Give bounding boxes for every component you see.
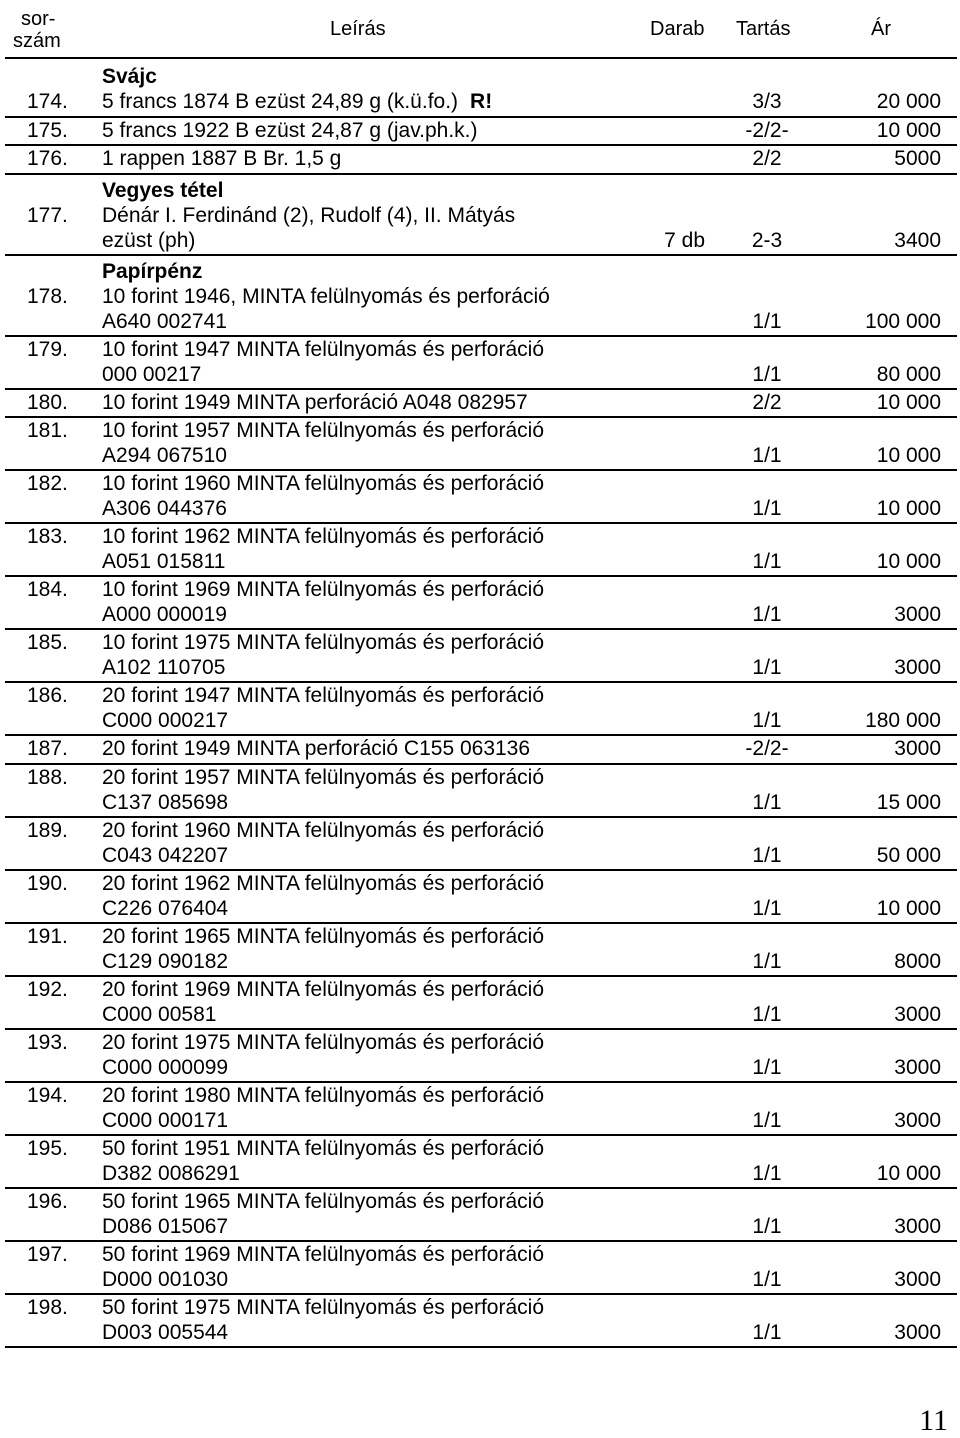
lot-condition: 1/1 (752, 497, 782, 521)
table-row (5, 818, 957, 871)
table-row (5, 1189, 957, 1242)
lot-description: 20 forint 1962 MINTA felülnyomás és perforáció (102, 871, 544, 895)
header-darab: Darab (650, 18, 705, 40)
lot-condition: -2/2- (745, 118, 789, 142)
page-number: 11 (919, 1404, 948, 1437)
table-row (5, 418, 957, 471)
lot-number: 184. (27, 578, 68, 602)
lot-condition: 2/2 (752, 390, 782, 414)
lot-description: C000 000217 (102, 709, 229, 733)
lot-price: 3000 (894, 1267, 941, 1291)
lot-price: 3000 (894, 656, 941, 680)
lot-price: 3000 (894, 737, 941, 761)
lot-condition: 1/1 (752, 949, 782, 973)
section-heading (5, 256, 957, 284)
lot-description: C000 000099 (102, 1055, 229, 1079)
lot-price: 3000 (894, 1002, 941, 1026)
lot-description: A102 110705 (102, 656, 226, 680)
section-heading (5, 61, 957, 89)
table-row (5, 736, 957, 765)
lot-price: 10 000 (876, 390, 941, 414)
lot-condition: 1/1 (752, 1002, 782, 1026)
lot-condition: 1/1 (752, 1108, 782, 1132)
lot-description: 20 forint 1949 MINTA perforáció C155 063136 (102, 737, 531, 761)
lot-condition: 1/1 (752, 790, 782, 814)
lot-quantity: 7 db (664, 228, 705, 252)
lot-description: C043 042207 (102, 843, 229, 867)
lot-description: 10 forint 1969 MINTA felülnyomás és perforáció (102, 578, 544, 602)
lot-condition: 1/1 (752, 309, 782, 333)
lot-number: 197. (27, 1242, 68, 1266)
lot-description: 50 forint 1965 MINTA felülnyomás és perforáció (102, 1189, 544, 1213)
lot-condition: 2/2 (752, 147, 782, 171)
lot-price: 3000 (894, 1108, 941, 1132)
lot-number: 180. (27, 390, 68, 414)
lot-description: 5 francs 1922 B ezüst 24,87 g (jav.ph.k.) (102, 118, 478, 142)
header-leiras: Leírás (330, 18, 386, 40)
lot-number: 192. (27, 977, 68, 1001)
lot-price: 20 000 (876, 90, 941, 113)
lot-price: 3000 (894, 603, 941, 627)
table-row (5, 683, 957, 736)
header-tartas: Tartás (736, 18, 791, 40)
table-row (5, 577, 957, 630)
section-heading-text: Papírpénz (102, 259, 203, 283)
section-heading-text: Vegyes tétel (102, 178, 224, 202)
lot-description: 10 forint 1957 MINTA felülnyomás és perforáció (102, 419, 544, 443)
rarity-mark: R! (470, 90, 493, 113)
lot-number: 179. (27, 337, 68, 361)
lot-description: C000 00581 (102, 1002, 217, 1026)
lot-description: 000 00217 (102, 362, 202, 386)
lot-number: 175. (27, 118, 68, 142)
lot-description: 20 forint 1969 MINTA felülnyomás és perforáció (102, 977, 544, 1001)
lot-price: 5000 (894, 147, 941, 171)
lot-description: 1 rappen 1887 B Br. 1,5 g (102, 147, 342, 171)
lot-number: 193. (27, 1030, 68, 1054)
lot-price: 10 000 (876, 896, 941, 920)
lot-condition: 1/1 (752, 896, 782, 920)
header-sorszam-line2: szám (13, 30, 61, 52)
lot-price: 3000 (894, 1214, 941, 1238)
lot-number: 194. (27, 1083, 68, 1107)
table-row (5, 1295, 957, 1348)
lot-condition: 1/1 (752, 603, 782, 627)
table-row (5, 1136, 957, 1189)
lot-description: C226 076404 (102, 896, 229, 920)
lot-number: 174. (27, 90, 68, 113)
lot-price: 10 000 (876, 444, 941, 468)
lot-price: 8000 (894, 949, 941, 973)
section-heading (5, 175, 957, 203)
lot-description: 20 forint 1957 MINTA felülnyomás és perforáció (102, 765, 544, 789)
lot-description: A640 002741 (102, 309, 227, 333)
lot-price: 10 000 (876, 550, 941, 574)
section-heading-text: Svájc (102, 65, 157, 88)
header-sorszam-line1: sor- (21, 8, 56, 30)
table-row (5, 1242, 957, 1295)
table-row (5, 118, 957, 147)
lot-description: 20 forint 1975 MINTA felülnyomás és perforáció (102, 1030, 544, 1054)
lot-number: 181. (27, 419, 68, 443)
lot-condition: 1/1 (752, 1055, 782, 1079)
table-row (5, 977, 957, 1030)
lot-description: 10 forint 1962 MINTA felülnyomás és perforáció (102, 525, 544, 549)
table-row (5, 203, 957, 256)
lot-number: 186. (27, 684, 68, 708)
lot-number: 196. (27, 1189, 68, 1213)
lot-description: D003 005544 (102, 1320, 229, 1344)
lot-description: 20 forint 1965 MINTA felülnyomás és perforáció (102, 924, 544, 948)
header-ar: Ár (871, 18, 891, 40)
lot-description: 10 forint 1960 MINTA felülnyomás és perforáció (102, 472, 544, 496)
lot-description: D382 0086291 (102, 1161, 240, 1185)
lot-description: 50 forint 1969 MINTA felülnyomás és perforáció (102, 1242, 544, 1266)
lot-number: 187. (27, 737, 68, 761)
table-row (5, 524, 957, 577)
lot-condition: 1/1 (752, 1267, 782, 1291)
lot-number: 183. (27, 525, 68, 549)
lot-number: 189. (27, 818, 68, 842)
lot-condition: 1/1 (752, 709, 782, 733)
lot-price: 3000 (894, 1055, 941, 1079)
lot-condition: 3/3 (752, 90, 782, 113)
lot-price: 3000 (894, 1320, 941, 1344)
table-row (5, 871, 957, 924)
lot-condition: 1/1 (752, 1161, 782, 1185)
lot-description: C129 090182 (102, 949, 229, 973)
table-row (5, 630, 957, 683)
lot-description: A000 000019 (102, 603, 227, 627)
lot-description: C000 000171 (102, 1108, 229, 1132)
lot-number: 185. (27, 631, 68, 655)
lot-price: 3400 (894, 228, 941, 252)
lot-description: 10 forint 1947 MINTA felülnyomás és perforáció (102, 337, 544, 361)
lot-description-text: 5 francs 1874 B ezüst 24,89 g (k.ü.fo.) (102, 90, 459, 113)
table-row (5, 284, 957, 337)
lot-price: 10 000 (876, 1161, 941, 1185)
lot-number: 190. (27, 871, 68, 895)
lot-description: 20 forint 1947 MINTA felülnyomás és perforáció (102, 684, 544, 708)
table-row (5, 146, 957, 175)
lot-description: 10 forint 1949 MINTA perforáció A048 082957 (102, 390, 528, 414)
lot-price: 10 000 (876, 118, 941, 142)
table-row (5, 89, 957, 118)
lot-number: 178. (27, 284, 68, 308)
lot-price: 15 000 (876, 790, 941, 814)
table-row (5, 390, 957, 419)
lot-number: 177. (27, 203, 68, 227)
lot-description: A294 067510 (102, 444, 227, 468)
lot-description: D086 015067 (102, 1214, 229, 1238)
lot-description: Dénár I. Ferdinánd (2), Rudolf (4), II. Mátyás (102, 203, 516, 227)
lot-description: 20 forint 1960 MINTA felülnyomás és perforáció (102, 818, 544, 842)
lot-description: 20 forint 1980 MINTA felülnyomás és perforáció (102, 1083, 544, 1107)
lot-condition: 1/1 (752, 1214, 782, 1238)
lot-description: ezüst (ph) (102, 228, 196, 252)
lot-price: 10 000 (876, 497, 941, 521)
table-row (5, 471, 957, 524)
lot-condition: 1/1 (752, 550, 782, 574)
table-row (5, 765, 957, 818)
table-row (5, 1030, 957, 1083)
lot-description: 50 forint 1951 MINTA felülnyomás és perforáció (102, 1136, 544, 1160)
lot-number: 198. (27, 1295, 68, 1319)
table-row (5, 337, 957, 390)
lot-condition: 1/1 (752, 444, 782, 468)
lot-price: 80 000 (876, 362, 941, 386)
lot-number: 195. (27, 1136, 68, 1160)
catalog-table (5, 61, 957, 1348)
lot-number: 191. (27, 924, 68, 948)
lot-description: 10 forint 1946, MINTA felülnyomás és perforáció (102, 284, 550, 308)
lot-condition: 2-3 (751, 228, 783, 252)
lot-description: A306 044376 (102, 497, 227, 521)
lot-condition: 1/1 (752, 1320, 782, 1344)
table-row (5, 1083, 957, 1136)
lot-description: 10 forint 1975 MINTA felülnyomás és perforáció (102, 631, 544, 655)
lot-number: 176. (27, 147, 68, 171)
lot-description: A051 015811 (102, 550, 226, 574)
lot-condition: 1/1 (752, 843, 782, 867)
lot-condition: 1/1 (752, 656, 782, 680)
lot-price: 100 000 (865, 309, 941, 333)
lot-number: 188. (27, 765, 68, 789)
lot-price: 180 000 (865, 709, 941, 733)
table-row (5, 924, 957, 977)
table-header (5, 0, 957, 59)
lot-condition: -2/2- (745, 737, 789, 761)
lot-description-line (102, 90, 492, 114)
lot-description: C137 085698 (102, 790, 229, 814)
lot-number: 182. (27, 472, 68, 496)
lot-description: D000 001030 (102, 1267, 229, 1291)
lot-condition: 1/1 (752, 362, 782, 386)
lot-description: 50 forint 1975 MINTA felülnyomás és perforáció (102, 1295, 544, 1319)
lot-price: 50 000 (876, 843, 941, 867)
